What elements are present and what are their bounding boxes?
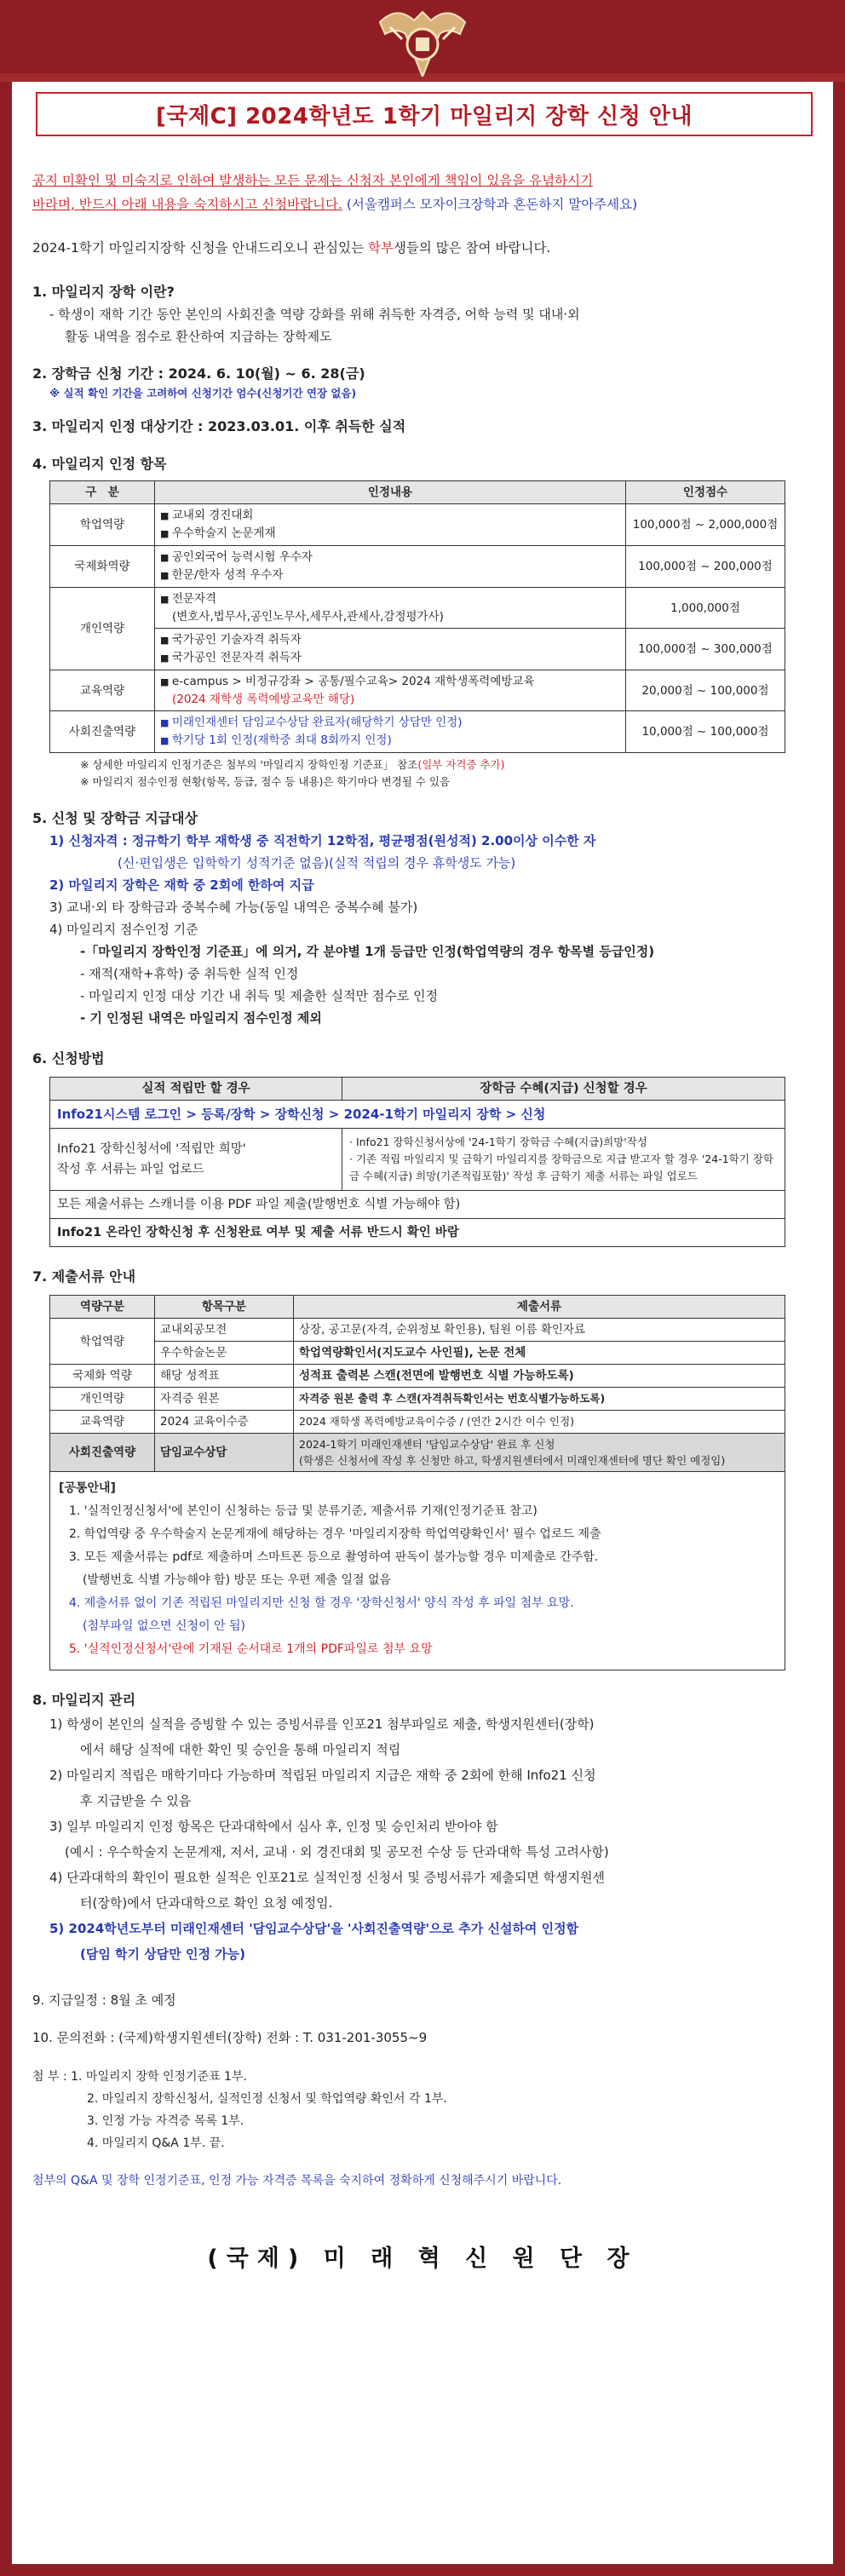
table-header: 역량구분 <box>50 1296 155 1319</box>
section-8-item-1: 1) 학생이 본인의 실적을 증빙할 수 있는 증빙서류를 인포21 첨부파일로 제출, 학생지원센터(장학) <box>49 1716 595 1732</box>
notice <box>32 169 813 216</box>
table-row <box>50 670 785 711</box>
content-cell <box>155 504 626 546</box>
table-header: 장학금 수혜(지급) 신청할 경우 <box>342 1078 785 1101</box>
section-5-item-2: 2) 마일리지 장학은 재학 중 2회에 한하여 지급 <box>49 877 314 893</box>
section-4-title: 4. 마일리지 인정 항목 <box>32 456 167 472</box>
item-cell: 담임교수상담 <box>155 1434 294 1472</box>
table-row <box>50 1219 785 1247</box>
list-item: ■ e-campus > 비정규강좌 > 공통/필수교육> 2024 재학생폭력예방교육 <box>160 673 620 691</box>
score-cell: 100,000점 ~ 2,000,000점 <box>626 504 785 546</box>
item-cell: 자격증 원본 <box>155 1388 294 1411</box>
content-cell <box>155 546 626 588</box>
section-8-item-3: 3) 일부 마일리지 인정 항목은 단과대학에서 심사 후, 인정 및 승인처리 받아야 함 <box>49 1819 498 1834</box>
section-8-item-5b: (담임 학기 상담만 인정 가능) <box>80 1946 245 1962</box>
table-header: 제출서류 <box>294 1296 785 1319</box>
attachment-1: 첨 부 : 1. 마일리지 장학 인정기준표 1부. <box>32 2070 247 2084</box>
content-cell <box>155 588 626 629</box>
border-bottom <box>0 2564 845 2576</box>
content-cell <box>155 629 626 670</box>
table-row <box>50 1101 785 1129</box>
document-cell: 상장, 공고문(자격, 순위정보 확인용), 팀원 이름 확인자료 <box>294 1319 785 1342</box>
section-1-body-2: 활동 내역을 점수로 환산하여 지급하는 장학제도 <box>65 329 332 344</box>
page-title: [국제C] 2024학년도 1학기 마일리지 장학 신청 안내 <box>36 92 813 136</box>
item-cell: 우수학술논문 <box>155 1342 294 1365</box>
intro-text-1: 2024-1학기 마일리지장학 신청을 안내드리오니 관심있는 <box>32 240 368 256</box>
list-item: ■ 교내외 경진대회 <box>160 507 620 525</box>
pdf-note: 모든 제출서류는 스캐너를 이용 PDF 파일 제출(발행번호 식별 가능해야 함) <box>50 1191 785 1219</box>
list-item: ■ 공인외국어 능력시험 우수자 <box>160 549 620 566</box>
document-cell: 2024 재학생 폭력예방교육이수증 / (연간 2시간 이수 인정) <box>294 1411 785 1434</box>
list-item-sub: (변호사,법무사,공인노무사,세무사,관세사,감정평가사) <box>172 610 444 624</box>
score-cell: 100,000점 ~ 300,000점 <box>626 629 785 670</box>
table-row <box>50 629 785 670</box>
left-cell <box>50 1129 342 1191</box>
attachment-4: 4. 마일리지 Q&A 1부. 끝. <box>87 2136 225 2150</box>
document-cell: 학업역량확인서(지도교수 사인필), 논문 전체 <box>294 1342 785 1365</box>
category-cell: 교육역량 <box>50 670 155 711</box>
category-cell: 사회진출역량 <box>50 1434 155 1472</box>
common-notice-4b: (첨부파일 없으면 신청이 안 됨) <box>83 1619 246 1633</box>
note-text-red: (일부 자격증 추가) <box>417 758 505 771</box>
signature: (국제) 미 래 혁 신 원 단 장 <box>207 2245 638 2272</box>
section-8-item-1b: 에서 해당 실적에 대한 확인 및 승인을 통해 마일리지 적립 <box>80 1742 401 1757</box>
category-cell: 교육역량 <box>50 1411 155 1434</box>
section-6 <box>32 1048 813 1247</box>
list-item: ■ 미래인재센터 담임교수상담 완료자(해당학기 상담만 인정) <box>160 714 620 732</box>
border-left <box>0 82 12 2564</box>
section-10 <box>32 2027 813 2049</box>
list-item: ■ 한문/한자 성적 우수자 <box>160 566 620 584</box>
table-row <box>50 588 785 629</box>
category-cell: 개인역량 <box>50 1388 155 1411</box>
common-notice-box <box>49 1472 785 1670</box>
table-header: 구 분 <box>50 481 155 504</box>
section-7-title: 7. 제출서류 안내 <box>32 1268 136 1285</box>
attachment-3: 3. 인정 가능 자격증 목록 1부. <box>87 2114 244 2128</box>
common-notice-4: 4. 제출서류 없이 기존 적립된 마일리지만 신청 할 경우 '장학신청서' 양식 작성 후 파일 첨부 요망. <box>69 1596 574 1610</box>
common-notice-3: 3. 모든 제출서류는 pdf로 제출하며 스마트폰 등으로 촬영하여 판독이 불가능할 경우 미제출로 간주함. <box>69 1550 599 1564</box>
category-cell: 개인역량 <box>50 588 155 670</box>
section-5-item-4a: -「마일리지 장학인정 기준표」에 의거, 각 분야별 1개 등급만 인정(학업역량의 경우 항목별 등급인정) <box>80 944 655 959</box>
notice-campus: (서울캠퍼스 모자이크장학과 혼돈하지 말아주세요) <box>346 197 638 212</box>
section-5-item-1: 1) 신청자격 : 정규학기 학부 재학생 중 직전학기 12학점, 평균평점(원성적) 2.00이상 이수한 자 <box>49 833 596 848</box>
item-cell: 교내외공모전 <box>155 1319 294 1342</box>
content <box>32 92 813 2273</box>
category-cell: 학업역량 <box>50 1319 155 1365</box>
content-cell <box>155 711 626 753</box>
table-row <box>50 1319 785 1342</box>
info21-path: Info21시스템 로그인 > 등록/장학 > 장학신청 > 2024-1학기 마일리지 장학 > 신청 <box>50 1101 785 1129</box>
score-cell: 20,000점 ~ 100,000점 <box>626 670 785 711</box>
document-cell <box>294 1434 785 1472</box>
table-header: 인정점수 <box>626 481 785 504</box>
cell-line: 작성 후 서류는 파일 업로드 <box>57 1163 204 1176</box>
section-5-item-4d: - 기 인정된 내역은 마일리지 점수인정 제외 <box>80 1010 322 1026</box>
common-notice-title: [공통안내] <box>59 1481 116 1495</box>
notice-warning-2: 바라며, 반드시 아래 내용을 숙지하시고 신청바랍니다. <box>32 197 342 212</box>
table-header: 실적 적립만 할 경우 <box>50 1078 342 1101</box>
right-cell <box>342 1129 785 1191</box>
section-4 <box>32 453 813 791</box>
attachments <box>32 2066 813 2154</box>
section-2 <box>32 363 813 402</box>
intro-text-2: 생들의 많은 참여 바랍니다. <box>393 240 551 256</box>
table-row <box>50 1411 785 1434</box>
category-cell: 학업역량 <box>50 504 155 546</box>
item-cell: 2024 교육이수증 <box>155 1411 294 1434</box>
document-cell: 성적표 출력본 스캔(전면에 발행번호 식별 가능하도록) <box>294 1365 785 1388</box>
border-right <box>833 82 845 2564</box>
section-8-item-5: 5) 2024학년도부터 미래인재센터 '담임교수상담'을 '사회진출역량'으로 추가 신설하여 인정함 <box>49 1921 579 1936</box>
table-row <box>50 1365 785 1388</box>
common-notice-3b: (발행번호 식별 가능해야 함) 방문 또는 우편 제출 일절 없음 <box>83 1573 392 1587</box>
table-header: 항목구분 <box>155 1296 294 1319</box>
section-8-title: 8. 마일리지 관리 <box>32 1692 136 1708</box>
table-row <box>50 1388 785 1411</box>
mileage-items-table <box>49 480 785 753</box>
document-cell: 자격증 원본 출력 후 스캔(자격취득확인서는 번호식별가능하도록) <box>294 1388 785 1411</box>
attachment-2: 2. 마일리지 장학신청서, 실적인정 신청서 및 학업역량 확인서 각 1부. <box>87 2092 447 2106</box>
section-7 <box>32 1266 813 1670</box>
section-8-item-2: 2) 마일리지 적립은 매학기마다 가능하며 적립된 마일리지 지급은 재학 중 2회에 한해 Info21 신청 <box>49 1768 596 1783</box>
section-8-item-3b: (예시 : 우수학술지 논문게재, 저서, 교내 · 외 경진대회 및 공모전 수상 등 단과대학 특성 고려사항) <box>65 1844 609 1860</box>
table-row <box>50 504 785 546</box>
section-5-item-3: 3) 교내·외 타 장학금과 중복수혜 가능(동일 내역은 중복수혜 불가) <box>49 900 418 915</box>
section-10-title: 10. 문의전화 : (국제)학생지원센터(장학) 전화 : T. 031-201-3055~9 <box>32 2030 428 2045</box>
item-cell: 해당 성적표 <box>155 1365 294 1388</box>
score-cell: 1,000,000점 <box>626 588 785 629</box>
section-8-item-4b: 터(장학)에서 단과대학으로 확인 요청 예정임. <box>80 1895 333 1911</box>
section-3-title: 3. 마일리지 인정 대상기간 : 2023.03.01. 이후 취득한 실적 <box>32 418 406 434</box>
score-cell: 10,000점 ~ 100,000점 <box>626 711 785 753</box>
section-2-title: 2. 장학금 신청 기간 : 2024. 6. 10(월) ~ 6. 28(금) <box>32 365 365 382</box>
list-item: ■ 학기당 1회 인정(재학중 최대 8회까지 인정) <box>160 732 620 750</box>
notice-warning-1: 공지 미확인 및 미숙지로 인하여 발생하는 모든 문제는 신청자 본인에게 책임이 있음을 유념하시기 <box>32 173 594 188</box>
section-3 <box>32 416 813 438</box>
category-cell: 국제화역량 <box>50 546 155 588</box>
score-cell: 100,000점 ~ 200,000점 <box>626 546 785 588</box>
table-row <box>50 1342 785 1365</box>
application-method-table <box>49 1077 785 1247</box>
section-6-title: 6. 신청방법 <box>32 1050 105 1067</box>
table-row <box>50 1434 785 1472</box>
cell-line: · 기존 적립 마일리지 및 금학기 마일리지를 장학금으로 지급 받고자 할 경우 '24-1학기 장학금 수혜(지급) 희망(기존적립포함)' 작성 후 금학기 제출 서류는 파일 업로드 <box>349 1153 773 1182</box>
section-1-body-1: - 학생이 재학 기간 동안 본인의 사회진출 역량 강화를 위해 취득한 자격증, 어학 능력 및 대내·외 <box>49 307 580 322</box>
list-item: ■ 전문자격 <box>160 590 620 608</box>
section-2-note: ※ 실적 확인 기간을 고려하여 신청기간 엄수(신청기간 연장 없음) <box>49 387 357 400</box>
section-8-item-2b: 후 지급받을 수 있음 <box>80 1793 192 1808</box>
common-notice-1: 1. '실적인정신청서'에 본인이 신청하는 등급 및 분류기준, 제출서류 기재(인정기준표 참고) <box>69 1504 537 1518</box>
common-notice-2: 2. 학업역량 중 우수학술지 논문게재에 해당하는 경우 '마일리지장학 학업역량확인서' 필수 업로드 제출 <box>69 1527 601 1541</box>
table-row <box>50 1129 785 1191</box>
university-crest-icon <box>371 5 474 77</box>
list-item-sub: (2024 재학생 폭력예방교육만 해당) <box>172 693 355 706</box>
section-5 <box>32 808 813 1029</box>
section-5-item-4b: - 재적(재학+휴학) 중 취득한 실적 인정 <box>80 966 299 981</box>
section-5-item-4c: - 마일리지 인정 대상 기간 내 취득 및 제출한 실적만 점수로 인정 <box>80 988 439 1003</box>
note-text: ※ 상세한 마일리지 인정기준은 첨부의 '마일리지 장학인정 기준표」 참조 <box>80 758 418 771</box>
table-header: 인정내용 <box>155 481 626 504</box>
table-row <box>50 1191 785 1219</box>
section-8-item-4: 4) 단과대학의 확인이 필요한 실적은 인포21로 실적인정 신청서 및 증빙서류가 제출되면 학생지원센 <box>49 1870 606 1885</box>
cell-line: Info21 장학신청서에 '적립만 희망' <box>57 1142 246 1156</box>
section-5-item-4: 4) 마일리지 점수인정 기준 <box>49 922 198 937</box>
table-row <box>50 546 785 588</box>
list-item: ■ 국가공인 전문자격 취득자 <box>160 649 620 667</box>
section-9 <box>32 1989 813 2011</box>
cell-line: · Info21 장학신청서상에 '24-1학기 장학금 수혜(지급)희망'작성 <box>349 1136 647 1148</box>
list-item: ■ 국가공인 기술자격 취득자 <box>160 631 620 649</box>
table-row <box>50 711 785 753</box>
confirm-note: Info21 온라인 장학신청 후 신청완료 여부 및 제출 서류 반드시 확인 바람 <box>50 1219 785 1247</box>
footer-note: 첨부의 Q&A 및 장학 인정기준표, 인정 가능 자격증 목록을 숙지하여 정확하게 신청해주시기 바랍니다. <box>32 2174 562 2188</box>
intro-highlight: 학부 <box>367 240 394 256</box>
section-5-title: 5. 신청 및 장학금 지급대상 <box>32 810 198 826</box>
cell-line: (학생은 신청서에 작성 후 신청만 하고, 학생지원센터에서 미래인재센터에 명단 확인 예정임) <box>299 1454 726 1467</box>
documents-table <box>49 1295 785 1472</box>
section-8 <box>32 1689 813 1967</box>
list-item: ■ 우수학술지 논문게재 <box>160 525 620 543</box>
content-cell <box>155 670 626 711</box>
section-1 <box>32 281 813 348</box>
section-4-note-1 <box>32 756 813 773</box>
common-notice-5: 5. '실적인정신청서'란에 기재된 순서대로 1개의 PDF파일로 첨부 요망 <box>69 1642 433 1656</box>
intro <box>32 237 813 259</box>
cell-line: 2024-1학기 미래인재센터 '담임교수상담' 완료 후 신청 <box>299 1438 555 1451</box>
section-4-note-2: ※ 마일리지 점수인정 현황(항목, 등급, 점수 등 내용)은 학기마다 변경될 수 있음 <box>80 775 451 788</box>
section-1-title: 1. 마일리지 장학 이란? <box>32 284 175 300</box>
category-cell: 국제화 역량 <box>50 1365 155 1388</box>
section-9-title: 9. 지급일정 : 8월 초 예정 <box>32 1992 176 2008</box>
category-cell: 사회진출역량 <box>50 711 155 753</box>
section-5-item-1-sub: (신·편입생은 입학학기 성적기준 없음)(실적 적립의 경우 휴학생도 가능) <box>118 855 516 871</box>
